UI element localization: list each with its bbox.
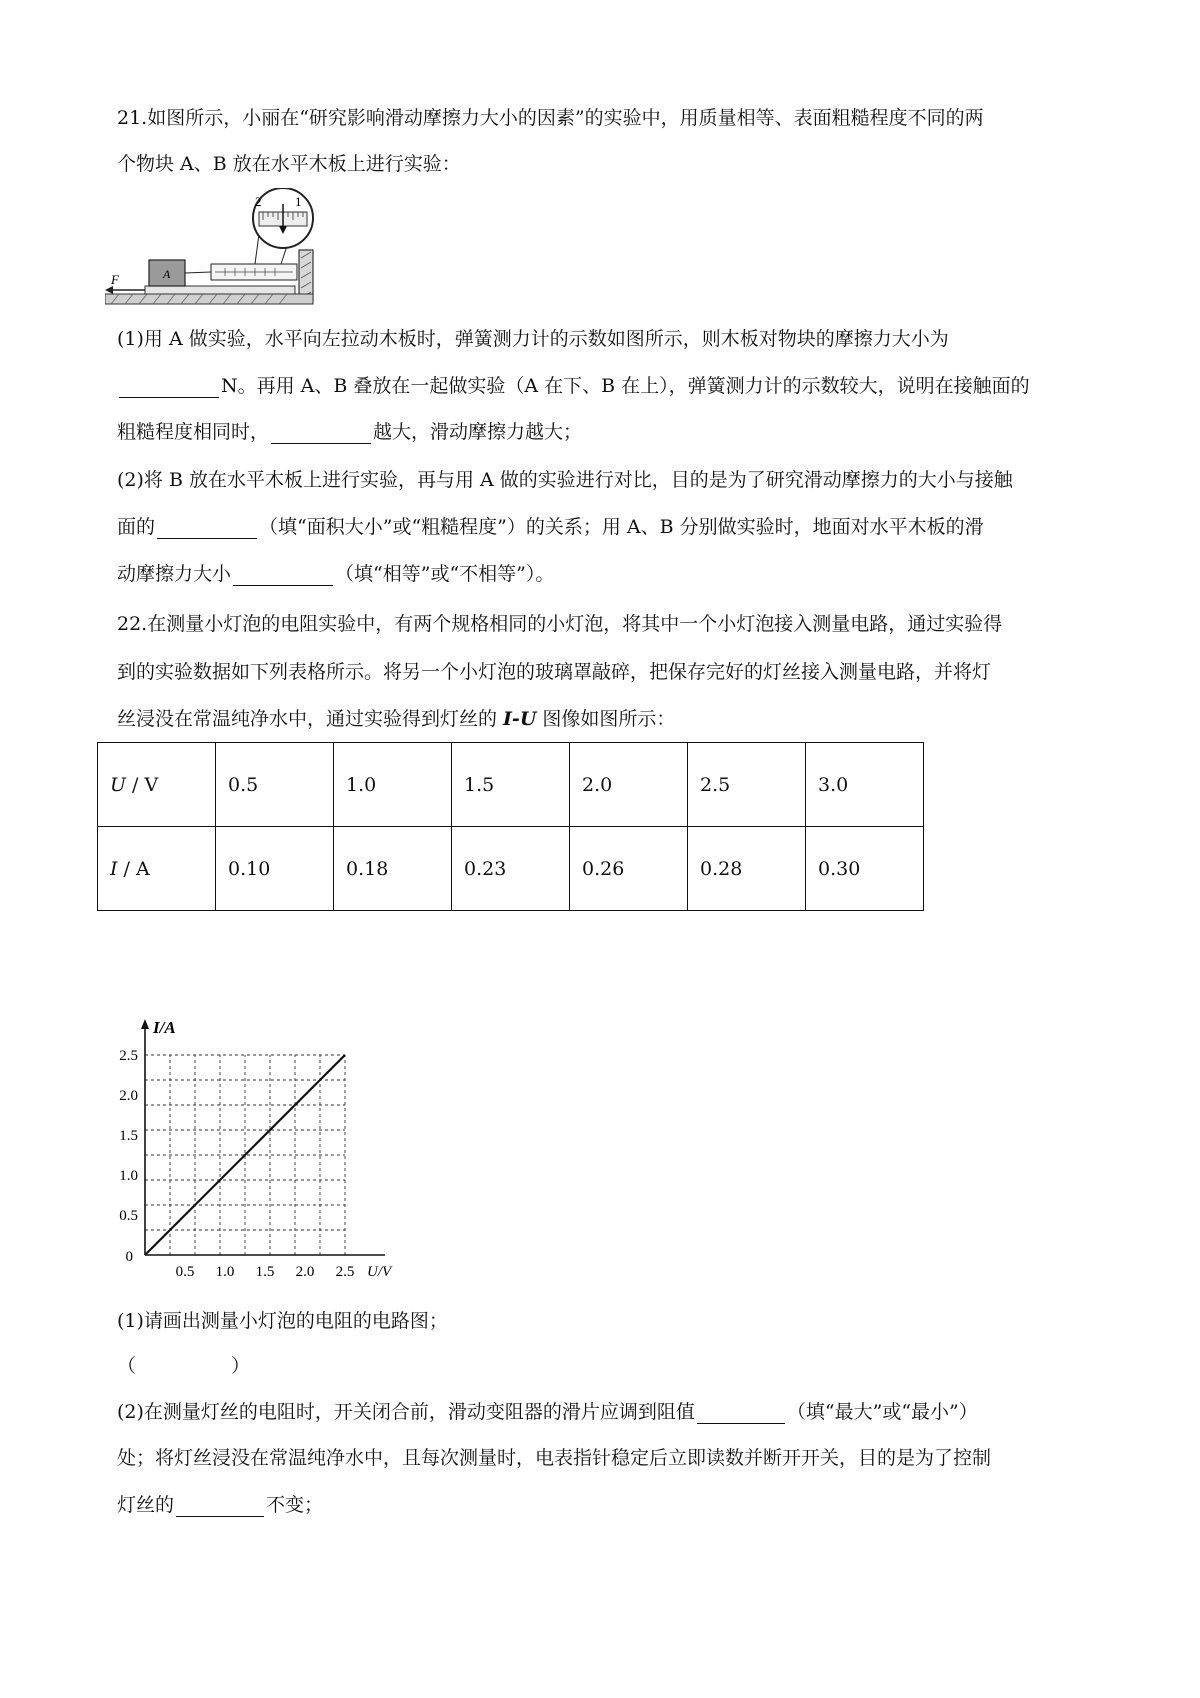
- table-header-cell: I / A: [98, 827, 216, 911]
- q21-p2-line2: 面的 （填“面积大小”或“粗糙程度”）的关系；用 A、B 分别做实验时，地面对水平木板的滑: [117, 516, 984, 538]
- y-axis-arrow: [141, 1019, 149, 1029]
- data-table: [97, 742, 924, 911]
- x-tick-label: 1.5: [255, 1264, 275, 1280]
- y-tick-label: 2.0: [119, 1088, 138, 1104]
- q22-stem-line3: 丝浸没在常温纯净水中，通过实验得到灯丝的 I-U 图像如图所示：: [117, 708, 676, 730]
- answer-blank[interactable]: [233, 565, 333, 586]
- answer-blank[interactable]: [697, 1403, 785, 1424]
- y-tick-label: 1.0: [119, 1168, 138, 1184]
- q22-p1-answer[interactable]: （ ）: [117, 1355, 251, 1377]
- origin-label: 0: [125, 1249, 133, 1265]
- table-cell: 3.0: [806, 743, 924, 827]
- x-tick-label: 1.0: [215, 1264, 235, 1280]
- dial-number-2: 2: [255, 194, 262, 209]
- q21-p1-line3: 粗糙程度相同时， 越大，滑动摩擦力越大；: [117, 421, 583, 443]
- table-cell: 0.10: [216, 827, 334, 911]
- table-cell: 0.26: [570, 827, 688, 911]
- table-cell: 1.0: [334, 743, 452, 827]
- y-axis-label: I/A: [153, 1018, 176, 1037]
- block-label: A: [163, 267, 171, 281]
- dial-number-1: 1: [295, 194, 302, 209]
- q21-stem-line1: 21.如图所示，小丽在“研究影响滑动摩擦力大小的因素”的实验中，用质量相等、表面粗糙程度不同的两: [117, 107, 984, 129]
- x-tick-label: 2.0: [295, 1264, 315, 1280]
- q21-p2-line1: (2)将 B 放在水平木板上进行实验，再与用 A 做的实验进行对比，目的是为了研究滑动摩擦力的大小与接触: [117, 469, 1013, 491]
- q21-p1-line2: N。再用 A、B 叠放在一起做实验（A 在下、B 在上），弹簧测力计的示数较大，说明在接触面的: [117, 374, 1030, 398]
- answer-blank[interactable]: [176, 1496, 264, 1517]
- answer-blank[interactable]: [271, 423, 371, 444]
- table-header-cell: U / V: [98, 743, 216, 827]
- table-cell: 1.5: [452, 743, 570, 827]
- q21-friction-apparatus-figure: [105, 188, 345, 308]
- q21-p2-line3: 动摩擦力大小 （填“相等”或“不相等”）。: [117, 563, 555, 585]
- iu-graph: [100, 1010, 420, 1290]
- x-tick-label: 0.5: [175, 1264, 195, 1280]
- answer-blank[interactable]: [119, 377, 219, 398]
- table-cell: 0.18: [334, 827, 452, 911]
- q22-p2-line3: 灯丝的 不变；: [117, 1494, 324, 1516]
- table-row-current: [98, 827, 924, 911]
- table-row-voltage: [98, 743, 924, 827]
- force-label: F: [111, 272, 119, 287]
- table-cell: 2.5: [688, 743, 806, 827]
- q21-p1-line1: (1)用 A 做实验，水平向左拉动木板时，弹簧测力计的示数如图所示，则木板对物块的摩擦力大小为: [117, 328, 949, 350]
- table-cell: 2.0: [570, 743, 688, 827]
- x-axis-label: U/V: [367, 1264, 392, 1280]
- y-tick-label: 0.5: [119, 1208, 138, 1224]
- q22-p2-line2: 处；将灯丝浸没在常温纯净水中，且每次测量时，电表指针稳定后立即读数并断开开关，目的是为了控制: [117, 1447, 992, 1469]
- table-cell: 0.30: [806, 827, 924, 911]
- q22-stem-line1: 22.在测量小灯泡的电阻实验中，有两个规格相同的小灯泡，将其中一个小灯泡接入测量电路，通过实验得: [117, 613, 1003, 635]
- q21-stem-line2: 个物块 A、B 放在水平木板上进行实验：: [117, 153, 461, 175]
- q22-stem-line2: 到的实验数据如下列表格所示。将另一个小灯泡的玻璃罩敲碎，把保存完好的灯丝接入测量电路，并将灯: [117, 661, 992, 683]
- table-cell: 0.28: [688, 827, 806, 911]
- table-cell: 0.5: [216, 743, 334, 827]
- x-tick-label: 2.5: [335, 1264, 355, 1280]
- y-tick-label: 2.5: [119, 1048, 138, 1064]
- y-tick-label: 1.5: [119, 1128, 138, 1144]
- q22-p2-line1: (2)在测量灯丝的电阻时，开关闭合前，滑动变阻器的滑片应调到阻值 （填“最大”或“最小”）: [117, 1401, 978, 1423]
- answer-blank[interactable]: [157, 518, 257, 539]
- table-cell: 0.23: [452, 827, 570, 911]
- q22-p1-line1: (1)请画出测量小灯泡的电阻的电路图；: [117, 1310, 448, 1332]
